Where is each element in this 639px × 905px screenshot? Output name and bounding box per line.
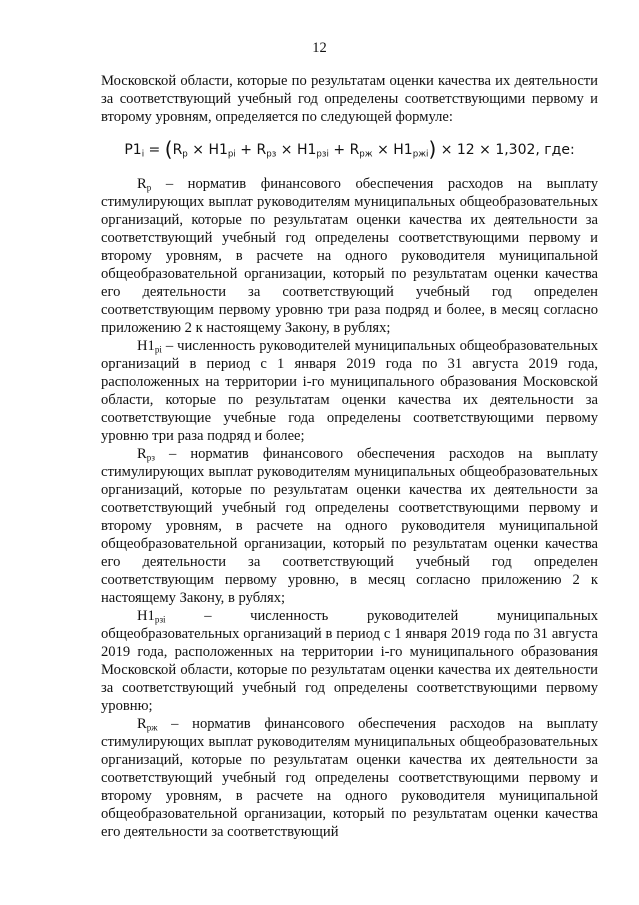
formula-term-4: Н1: [296, 142, 317, 158]
definition-text: – численность руководителей муниципальных общеобразовательных организаций в период с 1 января 2019 года по 31 августа 2019 года, расположенных на территории i-го муниципального образования Московской области, которые по результатам оценки качества их деятельности за соответствующие учебные года определены соответствующими первому уровню три раза подряд и более;: [101, 338, 598, 444]
definition-symbol-sub: рз: [146, 452, 155, 463]
definition-h1-pzi: [101, 607, 598, 715]
formula-eq: =: [144, 142, 165, 158]
definition-symbol: Н1: [137, 608, 155, 624]
formula-term-1-sub: р: [182, 149, 188, 160]
definition-symbol: Н1: [137, 338, 155, 354]
formula-plus-2: +: [328, 142, 350, 158]
definition-symbol-sub: рж: [146, 722, 158, 733]
definition-symbol: R: [137, 446, 147, 462]
formula-open-paren: (: [164, 137, 173, 161]
formula-term-6-sub: ржi: [412, 149, 429, 160]
document-body: [101, 72, 598, 841]
formula-term-6: Н1: [393, 142, 413, 158]
definition-symbol: R: [137, 176, 147, 192]
definition-h1-pi: [101, 337, 598, 445]
formula-lhs-sub: i: [141, 149, 145, 160]
definition-text: – численность руководителей муниципальных общеобразовательных организаций в период с 1 января 2019 года по 31 августа 2019 года, расположенных на территории i-го муниципального образования Московской области, которые по результатам оценки качества их деятельности за соответствующий учебный год определены соответствующими первому уровню;: [101, 608, 598, 714]
formula-times-3: ×: [372, 142, 394, 158]
definition-text: – норматив финансового обеспечения расходов на выплату стимулирующих выплат руководителям муниципальных общеобразовательных организаций, которые по результатам оценки качества их деятельности за соответствующий учебный год определены соответствующими первому и второму уровням, в расчете на одного руководителя муниципальной общеобразовательной организации, который по результатам оценки качества его деятельности за соответствующий учебный год определен соответствующим первому уровню три раза подряд и более, в месяц согласно приложению 2 к настоящему Закону, в рублях;: [101, 176, 598, 336]
definition-r-pz: [101, 445, 598, 607]
formula-term-2: Н1: [208, 142, 228, 158]
formula-term-4-sub: рзi: [316, 149, 329, 160]
definition-text: – норматив финансового обеспечения расходов на выплату стимулирующих выплат руководителям муниципальных общеобразовательных организаций, которые по результатам оценки качества их деятельности за соответствующий учебный год определены соответствующими первому и второму уровням, в расчете на одного руководителя муниципальной общеобразовательной организации, который по результатам оценки качества его деятельности за соответствующий: [101, 716, 598, 840]
formula-term-5-sub: рж: [359, 149, 373, 160]
formula-lhs: Р1: [124, 142, 142, 158]
intro-paragraph: Московской области, которые по результатам оценки качества их деятельности за соответствующий учебный год определены соответствующими первому и второму уровням, определяется по следующей формуле:: [101, 73, 598, 125]
definition-symbol-sub: р: [146, 182, 152, 193]
formula-term-2-sub: рi: [227, 149, 236, 160]
definition-symbol-sub: рi: [154, 344, 162, 355]
formula-term-3: R: [256, 142, 267, 158]
formula-times-1: ×: [187, 142, 209, 158]
definition-r-pzh: [101, 715, 598, 841]
definition-text: – норматив финансового обеспечения расходов на выплату стимулирующих выплат руководителям муниципальных общеобразовательных организаций, которые по результатам оценки качества их деятельности за соответствующий учебный год определены соответствующими первому и второму уровням, в расчете на одного руководителя муниципальной общеобразовательной организации, который по результатам оценки качества его деятельности за соответствующий учебный год определен соответствующим первому уровню, в месяц согласно приложению 2 к настоящему Закону, в рублях;: [101, 446, 598, 606]
page-number: 12: [312, 40, 327, 56]
definition-symbol-sub: рзi: [154, 614, 166, 625]
formula-plus-1: +: [235, 142, 257, 158]
formula-term-5: R: [349, 142, 360, 158]
formula-times-2: ×: [276, 142, 297, 158]
formula-term-1: R: [172, 142, 183, 158]
definition-symbol: R: [137, 716, 147, 732]
formula-close-paren: ): [428, 137, 437, 161]
definition-r-p: [101, 175, 598, 337]
formula-tail: × 12 × 1,302, где:: [436, 142, 575, 158]
formula: [101, 137, 598, 161]
formula-term-3-sub: рз: [266, 149, 277, 160]
